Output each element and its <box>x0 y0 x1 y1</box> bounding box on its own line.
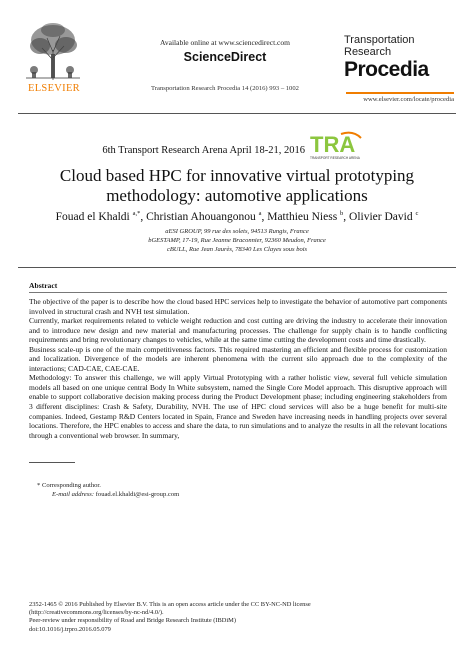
copyright-footer <box>29 601 449 634</box>
procedia-url: www.elsevier.com/locate/procedia <box>363 96 454 103</box>
author-affiliation-mark: c <box>415 210 419 217</box>
procedia-line-1: Transportation <box>344 34 415 46</box>
header-divider <box>18 113 456 114</box>
sciencedirect-logo: ScienceDirect <box>183 50 267 64</box>
tra-logo-tagline: TRANSPORT RESEARCH ARENA <box>310 156 360 160</box>
abstract-paragraph: Currently, market requirements related to vehicle weight reduction and cost cutting are driving the industry to accelerate their innovation and to introduce new design and new material and manufacturing processes. The challenge for supply chain is to handle conflicting requirements and bring revolutionary changes to vehicles, while at the same time cutting the development costs and time drastically. <box>29 316 447 345</box>
elsevier-wordmark: ELSEVIER <box>28 83 80 94</box>
title-divider <box>18 267 456 268</box>
email-link[interactable]: fouad.el.khaldi@esi-group.com <box>95 491 180 498</box>
affiliation-line: cBULL, Rue Jean Jaurès, 78340 Les Clayes sous bois <box>166 246 308 253</box>
author-affiliation-mark: a <box>258 210 262 217</box>
abstract-heading: Abstract <box>29 281 58 290</box>
abstract-paragraph: The objective of the paper is to describe how the cloud based HPC services help to investigate the behavior of automotive part components involved in structural crash and NVH test simulation. <box>29 297 447 316</box>
abstract-divider <box>29 292 447 293</box>
author-affiliation-mark: b <box>340 210 344 217</box>
affiliation-line: bGESTAMP, 17-19, Rue Jeanne Braconnier, 92360 Meudon, France <box>148 237 326 244</box>
available-online-text: Available online at www.sciencedirect.com <box>160 38 290 47</box>
abstract-paragraph: Business scale-up is one of the main competitiveness factors. This required mastering an efficient and flexible process for customization and localization. Divergence of the models are inherent phenomena with the current silo approach due to the complexity of the interactions; CAD-CAE, CAE-CAE. <box>29 344 447 373</box>
abstract-paragraph: Methodology: To answer this challenge, we will apply Virtual Prototyping with a rather holistic view, several full vehicle simulation models all based on one unique central Body In White subsystem, named the Single Core Model approach. This disruptive approach will enable to support collaborative decision making process during the Product Development phase; including engineering stakeholders from 3 different disciplines: Crash & Safety, Durability, NVH. The use of HPC cloud services will also be a huge benefit for multi-site companies. Indeed, Gestamp R&D Centers located in Spain, France and Sweden have increasing needs in handling projects over several locations. Therefore, the HPC enables to access and share the data, to run simulations and to analyze the results in all the relevant locations through a conventional web browser. In summary, <box>29 373 447 440</box>
author-name: Christian Ahouangonou <box>146 210 256 223</box>
footer-line: 2352-1465 © 2016 Published by Elsevier B.V. This is an open access article under the CC BY-NC-ND license <box>29 601 311 608</box>
paper-title: Cloud based HPC for innovative virtual prototyping methodology: automotive applications <box>59 166 415 205</box>
abstract-body <box>29 297 447 440</box>
author-name: Olivier David <box>349 210 413 223</box>
footer-line: Peer-review under responsibility of Road and Bridge Research Institute (IBDiM) <box>29 617 236 625</box>
corresponding-author-note: * Corresponding author. <box>37 482 101 489</box>
procedia-accent-bar <box>346 92 454 94</box>
email-line <box>52 491 179 498</box>
tra-logo <box>309 128 363 162</box>
affiliation-line: aESI GROUP, 99 rue des solets, 94513 Rungis, France <box>165 228 309 235</box>
journal-reference: Transportation Research Procedia 14 (2016) 993 – 1002 <box>151 85 299 92</box>
tra-logo-text: TRA <box>310 132 356 157</box>
author-list: Fouad el Khaldi $^{a,*}$, Christian Ahouangonou $^a$, Matthieu Niess $^b$, Olivier David $^c$ <box>55 210 419 223</box>
footnote-divider <box>29 462 75 463</box>
author-name: Matthieu Niess <box>267 210 338 223</box>
procedia-journal-logo <box>344 34 452 92</box>
author-name: Fouad el Khaldi <box>55 210 130 223</box>
footer-doi[interactable]: doi:10.1016/j.trpro.2016.05.079 <box>29 625 111 633</box>
procedia-line-3: Procedia <box>344 58 429 81</box>
author-affiliation-mark: a,* <box>132 210 141 217</box>
elsevier-tree-logo <box>20 20 86 82</box>
procedia-line-2: Research <box>344 46 392 58</box>
conference-line: 6th Transport Research Arena April 18-21, 2016 <box>102 145 305 156</box>
footer-license-link[interactable]: (http://creativecommons.org/licenses/by-nc-nd/4.0/). <box>29 609 164 617</box>
email-label: E-mail address: <box>52 491 95 498</box>
